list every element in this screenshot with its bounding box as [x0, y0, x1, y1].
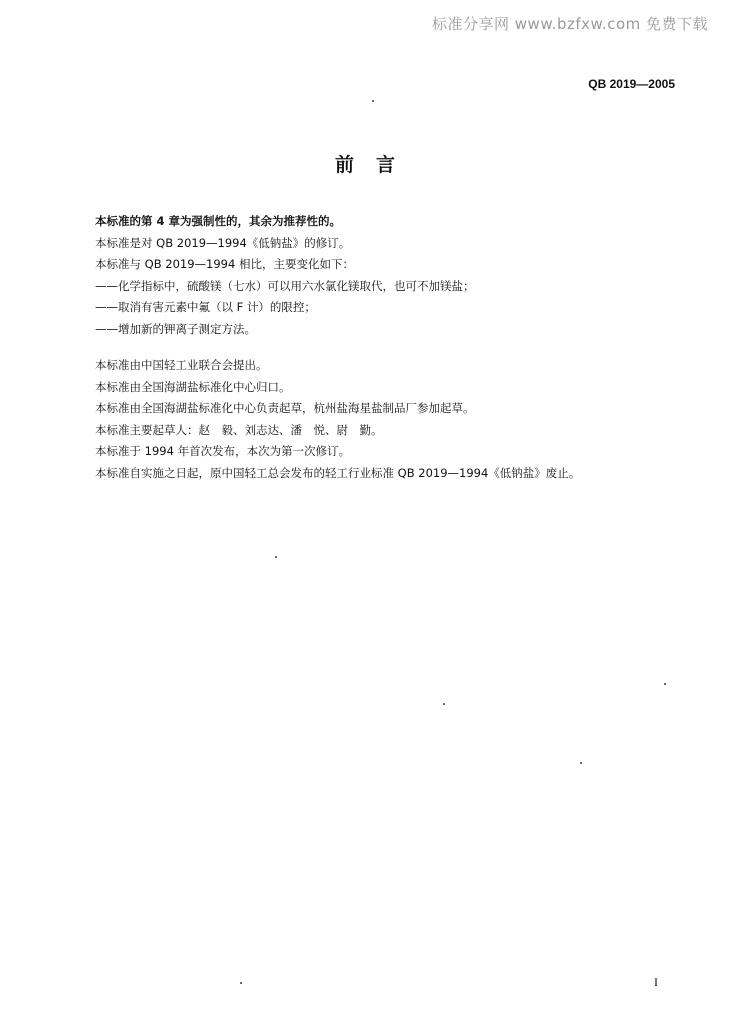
- foreword-line: 本标准由全国海湖盐标准化中心归口。: [95, 379, 291, 394]
- scan-speck: [580, 762, 582, 764]
- foreword-line: 本标准于 1994 年首次发布，本次为第一次修订。: [95, 444, 351, 458]
- foreword-line: 本标准由全国海湖盐标准化中心负责起草，杭州盐海星盐制品厂参加起草。: [95, 401, 475, 415]
- scan-speck: [443, 703, 445, 705]
- standard-code: QB 2019—2005: [588, 77, 675, 91]
- scan-speck: [664, 683, 666, 685]
- foreword-line: 本标准主要起草人：赵 毅、刘志达、潘 悦、尉 勤。: [95, 422, 383, 437]
- foreword-line: ——化学指标中，硫酸镁（七水）可以用六水氯化镁取代，也可不加镁盐；: [95, 278, 475, 293]
- foreword-line: ——取消有害元素中氟（以 F 计）的限控；: [95, 300, 316, 314]
- foreword-paragraph-changes: [95, 211, 695, 340]
- scan-speck: [240, 982, 242, 984]
- watermark-text: 标准分享网 www.bzfxw.com 免费下载: [432, 15, 708, 33]
- foreword-line: 本标准的第 4 章为强制性的，其余为推荐性的。: [95, 214, 342, 228]
- foreword-line: 本标准与 QB 2019—1994 相比，主要变化如下：: [95, 257, 354, 271]
- foreword-line: 本标准自实施之日起，原中国轻工总会发布的轻工行业标准 QB 2019—1994《低钠盐》废止。: [95, 465, 581, 480]
- foreword-paragraph-drafting: [95, 355, 695, 484]
- page-title: 前言: [334, 154, 417, 176]
- foreword-line: ——增加新的钾离子测定方法。: [95, 321, 256, 336]
- scan-speck: [372, 100, 374, 102]
- page-number: I: [654, 975, 658, 989]
- foreword-line: 本标准由中国轻工业联合会提出。: [95, 358, 268, 372]
- foreword-line: 本标准是对 QB 2019—1994《低钠盐》的修订。: [95, 235, 351, 250]
- scan-speck: [275, 556, 277, 558]
